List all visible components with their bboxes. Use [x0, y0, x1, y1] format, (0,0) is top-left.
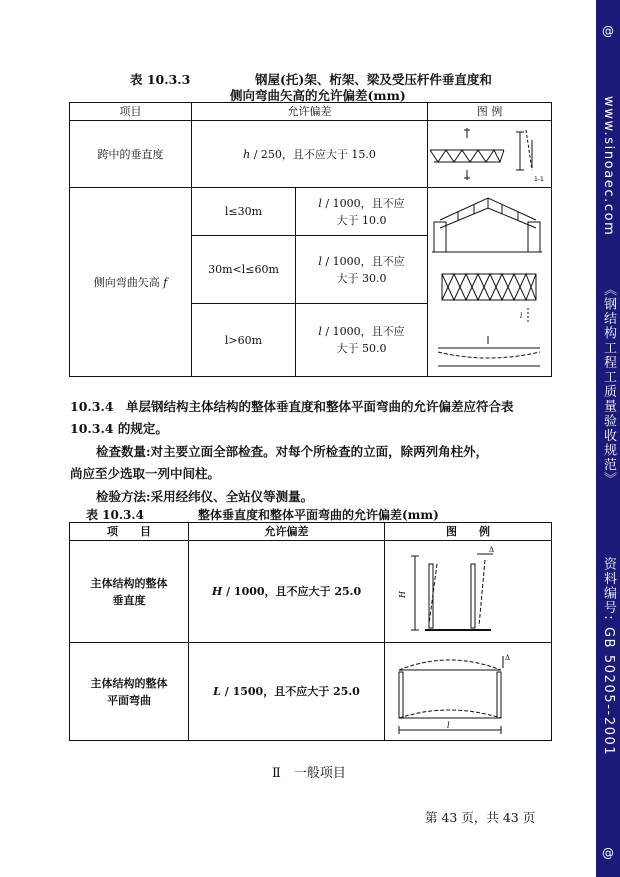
sidebar-doc-number: 资料编号: GB 50205--2001 [601, 556, 616, 757]
check-quantity: 检查数量:对主要立面全部检查。对每个所检查的立面，除两列角柱外， [96, 444, 489, 459]
section-10-3-4-heading: 10.3.4 单层钢结构主体结构的整体垂直度和整体平面弯曲的允许偏差应符合表 10.3.4 的规定。 [70, 399, 514, 436]
at-icon-top: @ [602, 24, 614, 38]
figure-label-section: 1-1 [534, 176, 544, 183]
t2-header-figure: 图 例 [385, 523, 552, 541]
svg-text:Δ: Δ [505, 653, 511, 662]
t2-header-tolerance: 允许偏差 [189, 523, 385, 541]
check-method: 检验方法:采用经纬仪、全站仪等测量。 [96, 489, 314, 504]
figure-overall-plane-bending [385, 643, 552, 741]
t2-header-item: 项 目 [70, 523, 189, 541]
svg-text:H: H [398, 590, 407, 598]
page-footer: 第 43 页，共 43 页 [425, 810, 536, 825]
tol-span-2: l / 1000，且不应 大于 30.0 [296, 236, 428, 304]
svg-text:l: l [447, 720, 450, 730]
tol-overall-plane-bending: L / 1500，且不应大于 25.0 [189, 643, 385, 741]
header-item: 项目 [70, 103, 192, 121]
row-midspan-verticality: 跨中的垂直度 [70, 121, 192, 188]
row-lateral-bending-sag: 侧向弯曲矢高 f [70, 188, 192, 377]
svg-text:l: l [520, 312, 523, 320]
tol-span-3: l / 1000，且不应 大于 50.0 [296, 304, 428, 377]
table-10-3-3 [69, 102, 552, 377]
check-quantity-cont: 尚应至少选取一列中间柱。 [70, 466, 221, 481]
figure-lateral-bending [428, 188, 552, 377]
figure-overall-verticality [385, 541, 552, 643]
row-overall-verticality: 主体结构的整体 垂直度 [70, 541, 189, 643]
table1-caption-number: 表 10.3.3 [130, 72, 191, 87]
header-figure: 图 例 [428, 103, 552, 121]
table2-caption-title: 整体垂直度和整体平面弯曲的允许偏差(mm) [198, 508, 439, 522]
cell-midspan-tolerance: h / 250，且不应大于 15.0 [192, 121, 428, 188]
table-10-3-4 [69, 522, 552, 741]
header-tolerance: 允许偏差 [192, 103, 428, 121]
tol-overall-verticality: H / 1000，且不应大于 25.0 [189, 541, 385, 643]
cond-span-2: 30m<l≤60m [192, 236, 296, 304]
table1-caption-title-line1: 钢屋(托)架、桁架、梁及受压杆件垂直度和 [255, 72, 492, 87]
sidebar-band [596, 0, 620, 877]
sidebar-vertical-text [599, 96, 618, 756]
table1-caption-title-line2: 侧向弯曲矢高的允许偏差(mm) [230, 88, 406, 103]
sidebar-url[interactable]: www.sinoaec.com [601, 96, 616, 237]
row-overall-plane-bending: 主体结构的整体 平面弯曲 [70, 643, 189, 741]
cond-span-3: l>60m [192, 304, 296, 377]
cond-span-1: l≤30m [192, 188, 296, 236]
table2-caption-number: 表 10.3.4 [86, 508, 144, 522]
tol-span-1: l / 1000，且不应 大于 10.0 [296, 188, 428, 236]
subsection-general-items: Ⅱ 一般项目 [272, 766, 346, 781]
svg-text:Δ: Δ [489, 545, 495, 554]
sidebar-book-title: 《钢结构工程工质量验收规范》 [601, 282, 616, 487]
figure-truss-verticality [428, 121, 552, 188]
at-icon-bottom: @ [602, 846, 614, 860]
